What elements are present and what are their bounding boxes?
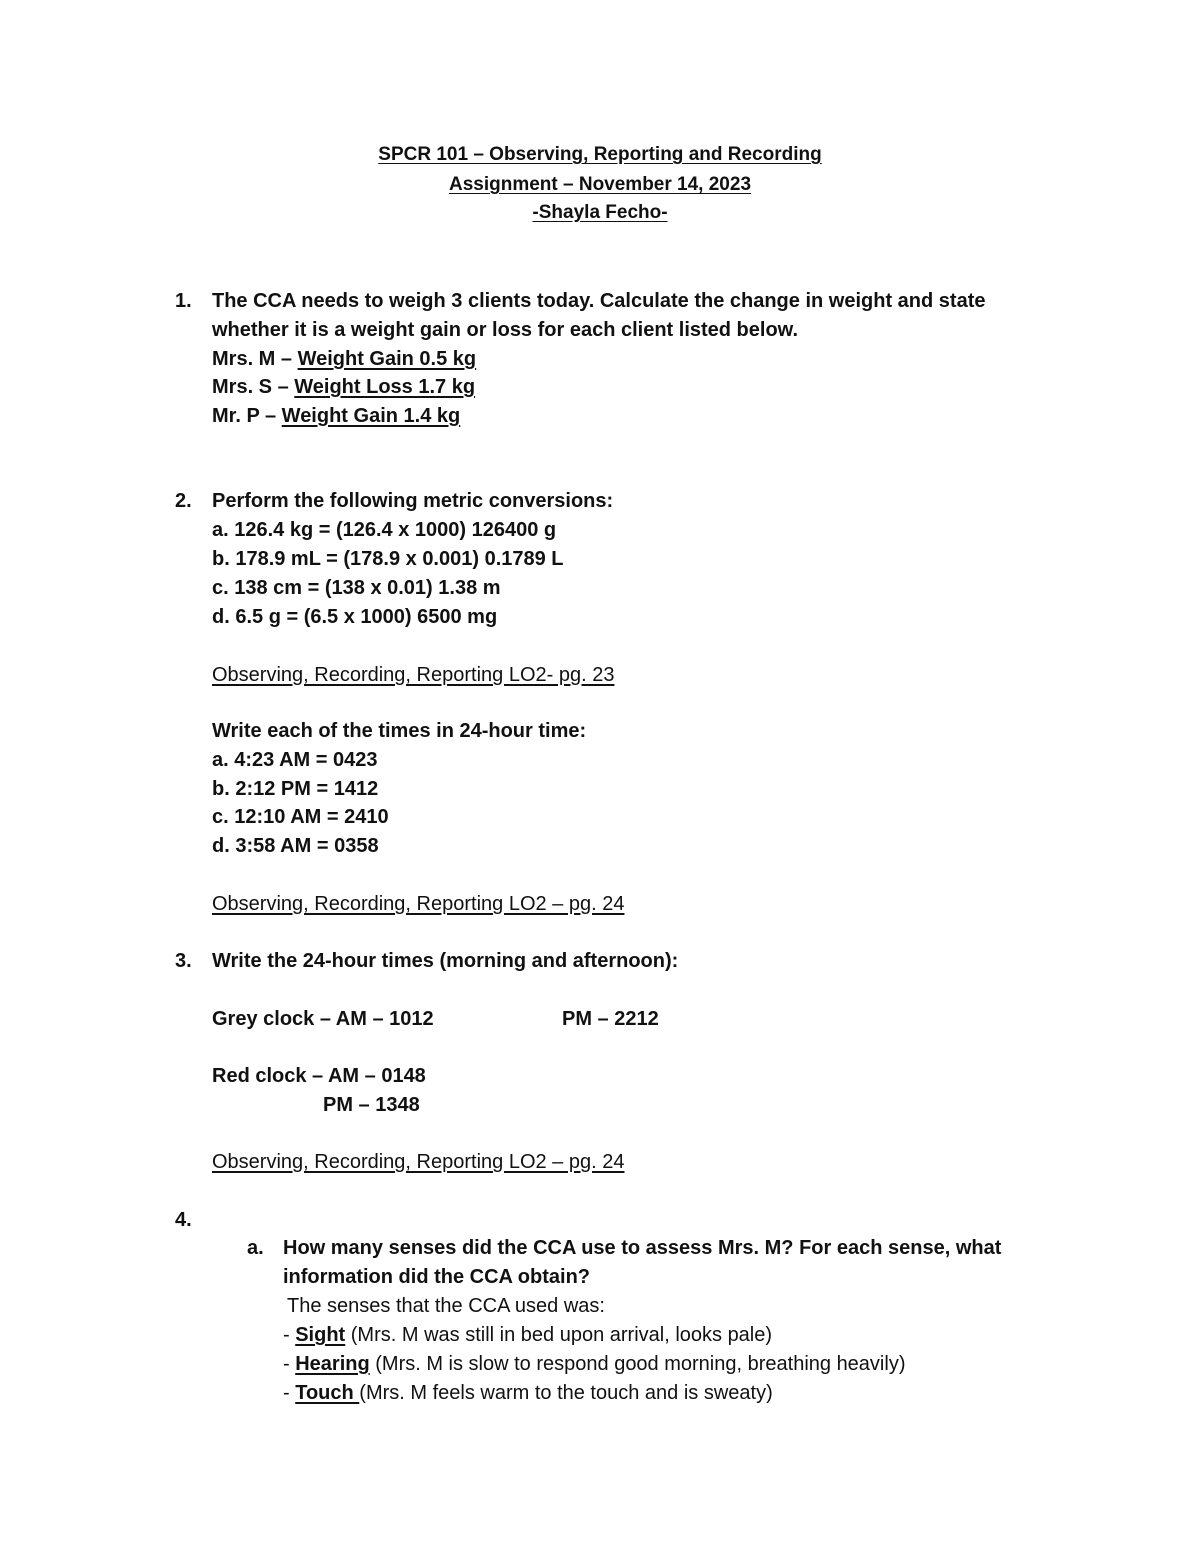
- sense-name: Sight: [295, 1324, 346, 1346]
- q3-red-clock-pm: PM – 1348: [323, 1094, 420, 1116]
- q4a-sense-touch: [283, 1380, 773, 1406]
- sense-dash: -: [283, 1324, 296, 1346]
- q2-time-d: d. 3:58 AM = 0358: [212, 835, 379, 857]
- q3-grey-clock-pm: PM – 2212: [562, 1008, 659, 1030]
- q2-conversion-a: a. 126.4 kg = (126.4 x 1000) 126400 g: [212, 519, 557, 541]
- q2-time-prompt: Write each of the times in 24-hour time:: [212, 720, 587, 742]
- q2-reference-2: Observing, Recording, Reporting LO2 – pg. 24: [212, 893, 625, 915]
- q1-answer-mr-p: [212, 403, 460, 429]
- q1-answer-mrs-m: [212, 346, 476, 372]
- q1-prompt-line2: whether it is a weight gain or loss for each client listed below.: [212, 319, 799, 341]
- q4a-intro: The senses that the CCA used was:: [287, 1295, 605, 1317]
- sense-detail: (Mrs. M was still in bed upon arrival, looks pale): [345, 1324, 773, 1346]
- q3-number: 3.: [175, 950, 192, 972]
- q2-time-b: b. 2:12 PM = 1412: [212, 778, 379, 800]
- q2-number: 2.: [175, 490, 192, 512]
- q4a-prompt-line1: How many senses did the CCA use to assess Mrs. M? For each sense, what: [283, 1237, 1002, 1259]
- sense-detail: (Mrs. M is slow to respond good morning, breathing heavily): [369, 1353, 906, 1375]
- q3-reference: Observing, Recording, Reporting LO2 – pg. 24: [212, 1151, 625, 1173]
- q3-grey-clock-am: Grey clock – AM – 1012: [212, 1008, 434, 1030]
- q2-time-a: a. 4:23 AM = 0423: [212, 749, 378, 771]
- author-name: -Shayla Fecho-: [532, 202, 668, 223]
- q3-prompt: Write the 24-hour times (morning and afternoon):: [212, 950, 679, 972]
- q1-number: 1.: [175, 290, 192, 312]
- q1-result: Weight Gain 1.4 kg: [281, 405, 461, 427]
- q1-client-label: Mrs. M –: [212, 348, 298, 370]
- q1-client-label: Mr. P –: [212, 405, 282, 427]
- sense-detail: (Mrs. M feels warm to the touch and is sweaty): [359, 1382, 773, 1404]
- q1-result: Weight Gain 0.5 kg: [297, 348, 477, 370]
- q4-number: 4.: [175, 1209, 192, 1231]
- q3-red-clock-am: Red clock – AM – 0148: [212, 1065, 426, 1087]
- q4a-sense-hearing: [283, 1351, 905, 1377]
- sense-name: Hearing: [295, 1353, 370, 1375]
- sense-name: Touch: [295, 1382, 360, 1404]
- sense-dash: -: [283, 1353, 296, 1375]
- q1-result: Weight Loss 1.7 kg: [294, 376, 476, 398]
- q2-prompt: Perform the following metric conversions:: [212, 490, 614, 512]
- assignment-date: Assignment – November 14, 2023: [448, 174, 752, 195]
- q4a-prompt-line2: information did the CCA obtain?: [283, 1266, 591, 1288]
- q1-client-label: Mrs. S –: [212, 376, 295, 398]
- q1-answer-mrs-s: [212, 374, 475, 400]
- q2-conversion-c: c. 138 cm = (138 x 0.01) 1.38 m: [212, 577, 501, 599]
- q4a-letter: a.: [247, 1237, 264, 1259]
- q2-reference-1: Observing, Recording, Reporting LO2- pg. 23: [212, 664, 615, 686]
- sense-dash: -: [283, 1382, 296, 1404]
- q1-prompt-line1: The CCA needs to weigh 3 clients today. Calculate the change in weight and state: [212, 290, 986, 312]
- q2-conversion-d: d. 6.5 g = (6.5 x 1000) 6500 mg: [212, 606, 498, 628]
- course-title: SPCR 101 – Observing, Reporting and Recording: [378, 144, 822, 165]
- q2-conversion-b: b. 178.9 mL = (178.9 x 0.001) 0.1789 L: [212, 548, 564, 570]
- q4a-sense-sight: [283, 1322, 772, 1348]
- q2-time-c: c. 12:10 AM = 2410: [212, 806, 389, 828]
